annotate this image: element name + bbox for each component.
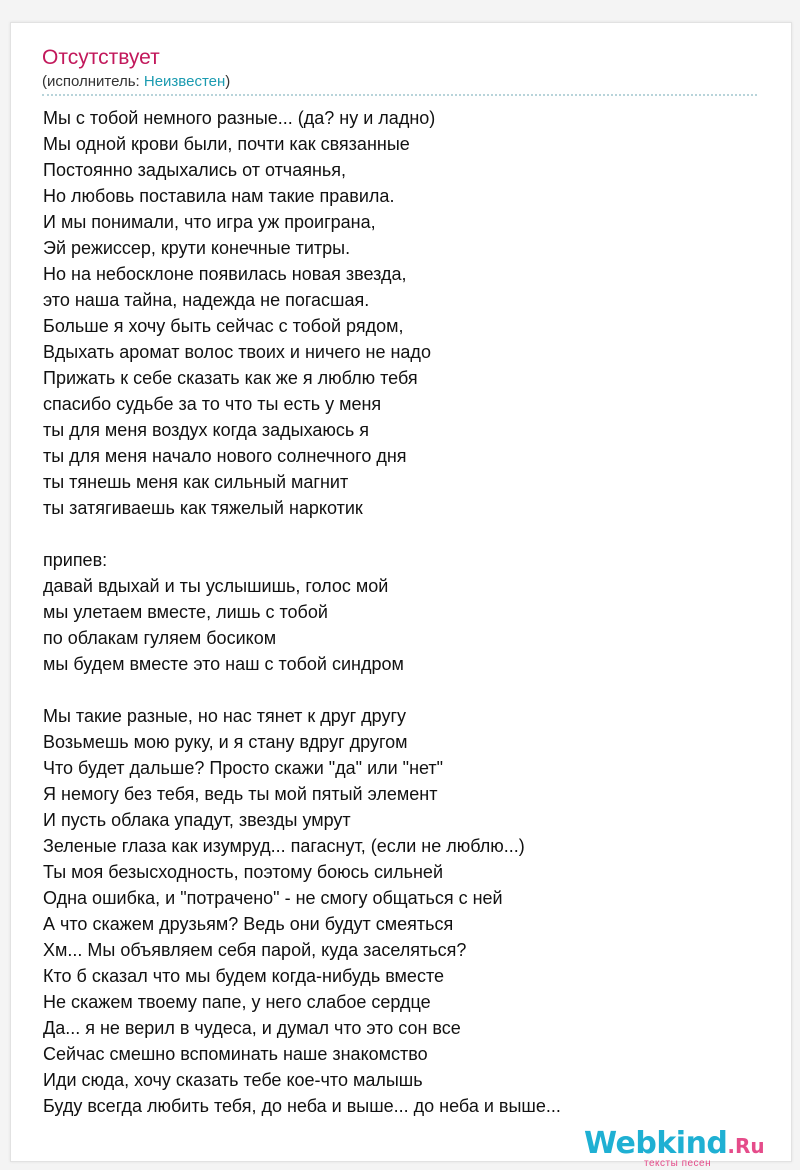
lyric-line: Возьмешь мою руку, и я стану вдруг другом [43,732,408,752]
lyric-line: мы улетаем вместе, лишь с тобой [43,602,328,622]
lyric-line: И мы понимали, что игра уж проиграна, [43,212,376,232]
lyric-line: ты для меня начало нового солнечного дня [43,446,407,466]
artist-prefix: (исполнитель: [42,73,144,90]
lyric-line: Зеленые глаза как изумруд... пагаснут, (если не люблю...) [43,836,525,856]
lyric-line: А что скажем друзьям? Ведь они будут смеяться [43,914,454,934]
logo-tld: .Ru [727,1134,765,1158]
lyric-line: Не скажем твоему папе, у него слабое сердце [43,992,431,1012]
lyric-line: спасибо судьбе за то что ты есть у меня [43,394,382,414]
lyric-line: Что будет дальше? Просто скажи "да" или "нет" [43,758,444,778]
lyric-line: ты для меня воздух когда задыхаюсь я [43,420,370,440]
lyric-line: Мы одной крови были, почти как связанные [43,134,410,154]
lyric-line: Хм... Мы объявляем себя парой, куда заселяться? [43,940,467,960]
title-divider [42,94,757,96]
lyric-line: ты затягиваешь как тяжелый наркотик [43,498,363,518]
lyric-line: Ты моя безысходность, поэтому боюсь сильней [43,862,443,882]
webkind-logo[interactable] [584,1126,765,1169]
lyric-line: Мы с тобой немного разные... (да? ну и ладно) [43,108,436,128]
logo-tagline: тексты песен [644,1158,712,1169]
lyric-line: это наша тайна, надежда не погасшая. [43,290,370,310]
song-title: Отсутствует [42,46,160,69]
lyric-line: ты тянешь меня как сильный магнит [43,472,349,492]
lyric-line: Иди сюда, хочу сказать тебе кое-что малышь [43,1070,423,1090]
lyric-line: мы будем вместе это наш с тобой синдром [43,654,404,674]
lyric-line: Но на небосклоне появилась новая звезда, [43,264,407,284]
lyric-line: Буду всегда любить тебя, до неба и выше... до неба и выше... [43,1096,561,1116]
stanza-gap [43,677,763,703]
stanza-gap [43,521,763,547]
lyric-line: по облакам гуляем босиком [43,628,277,648]
lyric-line: Мы такие разные, но нас тянет к друг другу [43,706,407,726]
logo-brand: Webkind [584,1126,728,1161]
lyric-line: Сейчас смешно вспоминать наше знакомство [43,1044,428,1064]
lyric-line: Эй режиссер, крути конечные титры. [43,238,351,258]
lyric-line: Одна ошибка, и "потрачено" - не смогу общаться с ней [43,888,503,908]
lyric-line: Больше я хочу быть сейчас с тобой рядом, [43,316,404,336]
chorus-label: припев: [43,550,108,570]
lyric-line: Но любовь поставила нам такие правила. [43,186,395,206]
lyric-line: Да... я не верил в чудеса, и думал что это сон все [43,1018,461,1038]
lyric-line: Прижать к себе сказать как же я люблю тебя [43,368,418,388]
lyric-line: Я немогу без тебя, ведь ты мой пятый элемент [43,784,438,804]
artist-line [42,72,230,92]
artist-suffix: ) [225,73,231,90]
lyrics-text [43,105,763,1119]
lyric-line: давай вдыхай и ты услышишь, голос мой [43,576,389,596]
lyric-line: Постоянно задыхались от отчаянья, [43,160,347,180]
artist-link[interactable]: Неизвестен [143,73,226,90]
lyric-line: И пусть облака упадут, звезды умрут [43,810,351,830]
lyric-line: Кто б сказал что мы будем когда-нибудь вместе [43,966,444,986]
lyric-line: Вдыхать аромат волос твоих и ничего не надо [43,342,431,362]
